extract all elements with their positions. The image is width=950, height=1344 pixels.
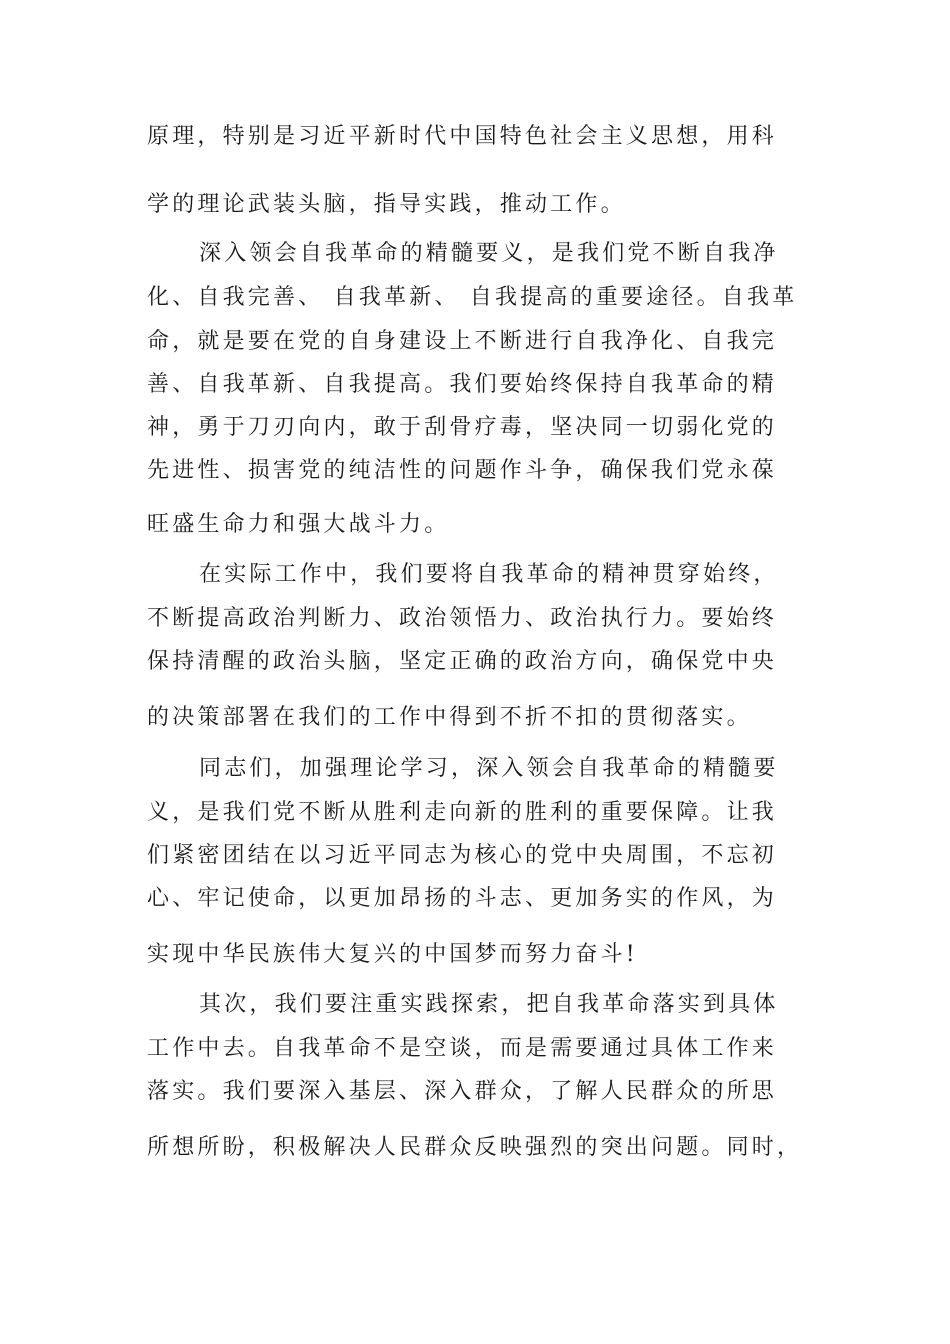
text-line: 命，就是要在党的自身建设上不断进行自我净化、自我完 — [147, 329, 778, 354]
text-line: 旺盛生命力和强大战斗力。 — [147, 512, 450, 537]
paragraph-first-line: 深入领会自我革命的精髓要义，是我们党不断自我净 — [199, 241, 779, 266]
text-line: 化、自我完善、 自我革新、 自我提高的重要途径。自我革 — [147, 285, 798, 310]
text-line: 工作中去。自我革命不是空谈，而是需要通过具体工作来 — [147, 1036, 778, 1061]
paragraph-first-line: 在实际工作中，我们要将自我革命的精神贯穿始终， — [199, 562, 779, 587]
text-line: 心、牢记使命，以更加昂扬的斗志、更加务实的作风，为 — [147, 886, 778, 911]
text-line: 所想所盼，积极解决人民群众反映强烈的突出问题。同时， — [147, 1135, 803, 1160]
text-line: 义，是我们党不断从胜利走向新的胜利的重要保障。让我 — [147, 800, 778, 825]
text-line: 原理，特别是习近平新时代中国特色社会主义思想，用科 — [147, 124, 778, 149]
paragraph-first-line: 同志们，加强理论学习，深入领会自我革命的精髓要 — [199, 756, 779, 781]
text-line: 实现中华民族伟大复兴的中国梦而努力奋斗! — [147, 942, 638, 967]
text-line: 不断提高政治判断力、政治领悟力、政治执行力。要始终 — [147, 606, 778, 631]
text-line: 们紧密团结在以习近平同志为核心的党中央周围，不忘初 — [147, 843, 778, 868]
text-line: 善、自我革新、自我提高。我们要始终保持自我革命的精 — [147, 372, 778, 397]
paragraph-first-line: 其次，我们要注重实践探索，把自我革命落实到具体 — [199, 992, 779, 1017]
text-line: 学的理论武装头脑，指导实践，推动工作。 — [147, 192, 626, 217]
text-line: 神，勇于刀刃向内，敢于刮骨疗毒，坚决同一切弱化党的 — [147, 415, 778, 440]
text-line: 先进性、损害党的纯洁性的问题作斗争，确保我们党永葆 — [147, 458, 778, 483]
text-line: 落实。我们要深入基层、深入群众，了解人民群众的所思 — [147, 1079, 778, 1104]
text-line: 的决策部署在我们的工作中得到不折不扣的贯彻落实。 — [147, 705, 752, 730]
text-line: 保持清醒的政治头脑，坚定正确的政治方向，确保党中央 — [147, 649, 778, 674]
